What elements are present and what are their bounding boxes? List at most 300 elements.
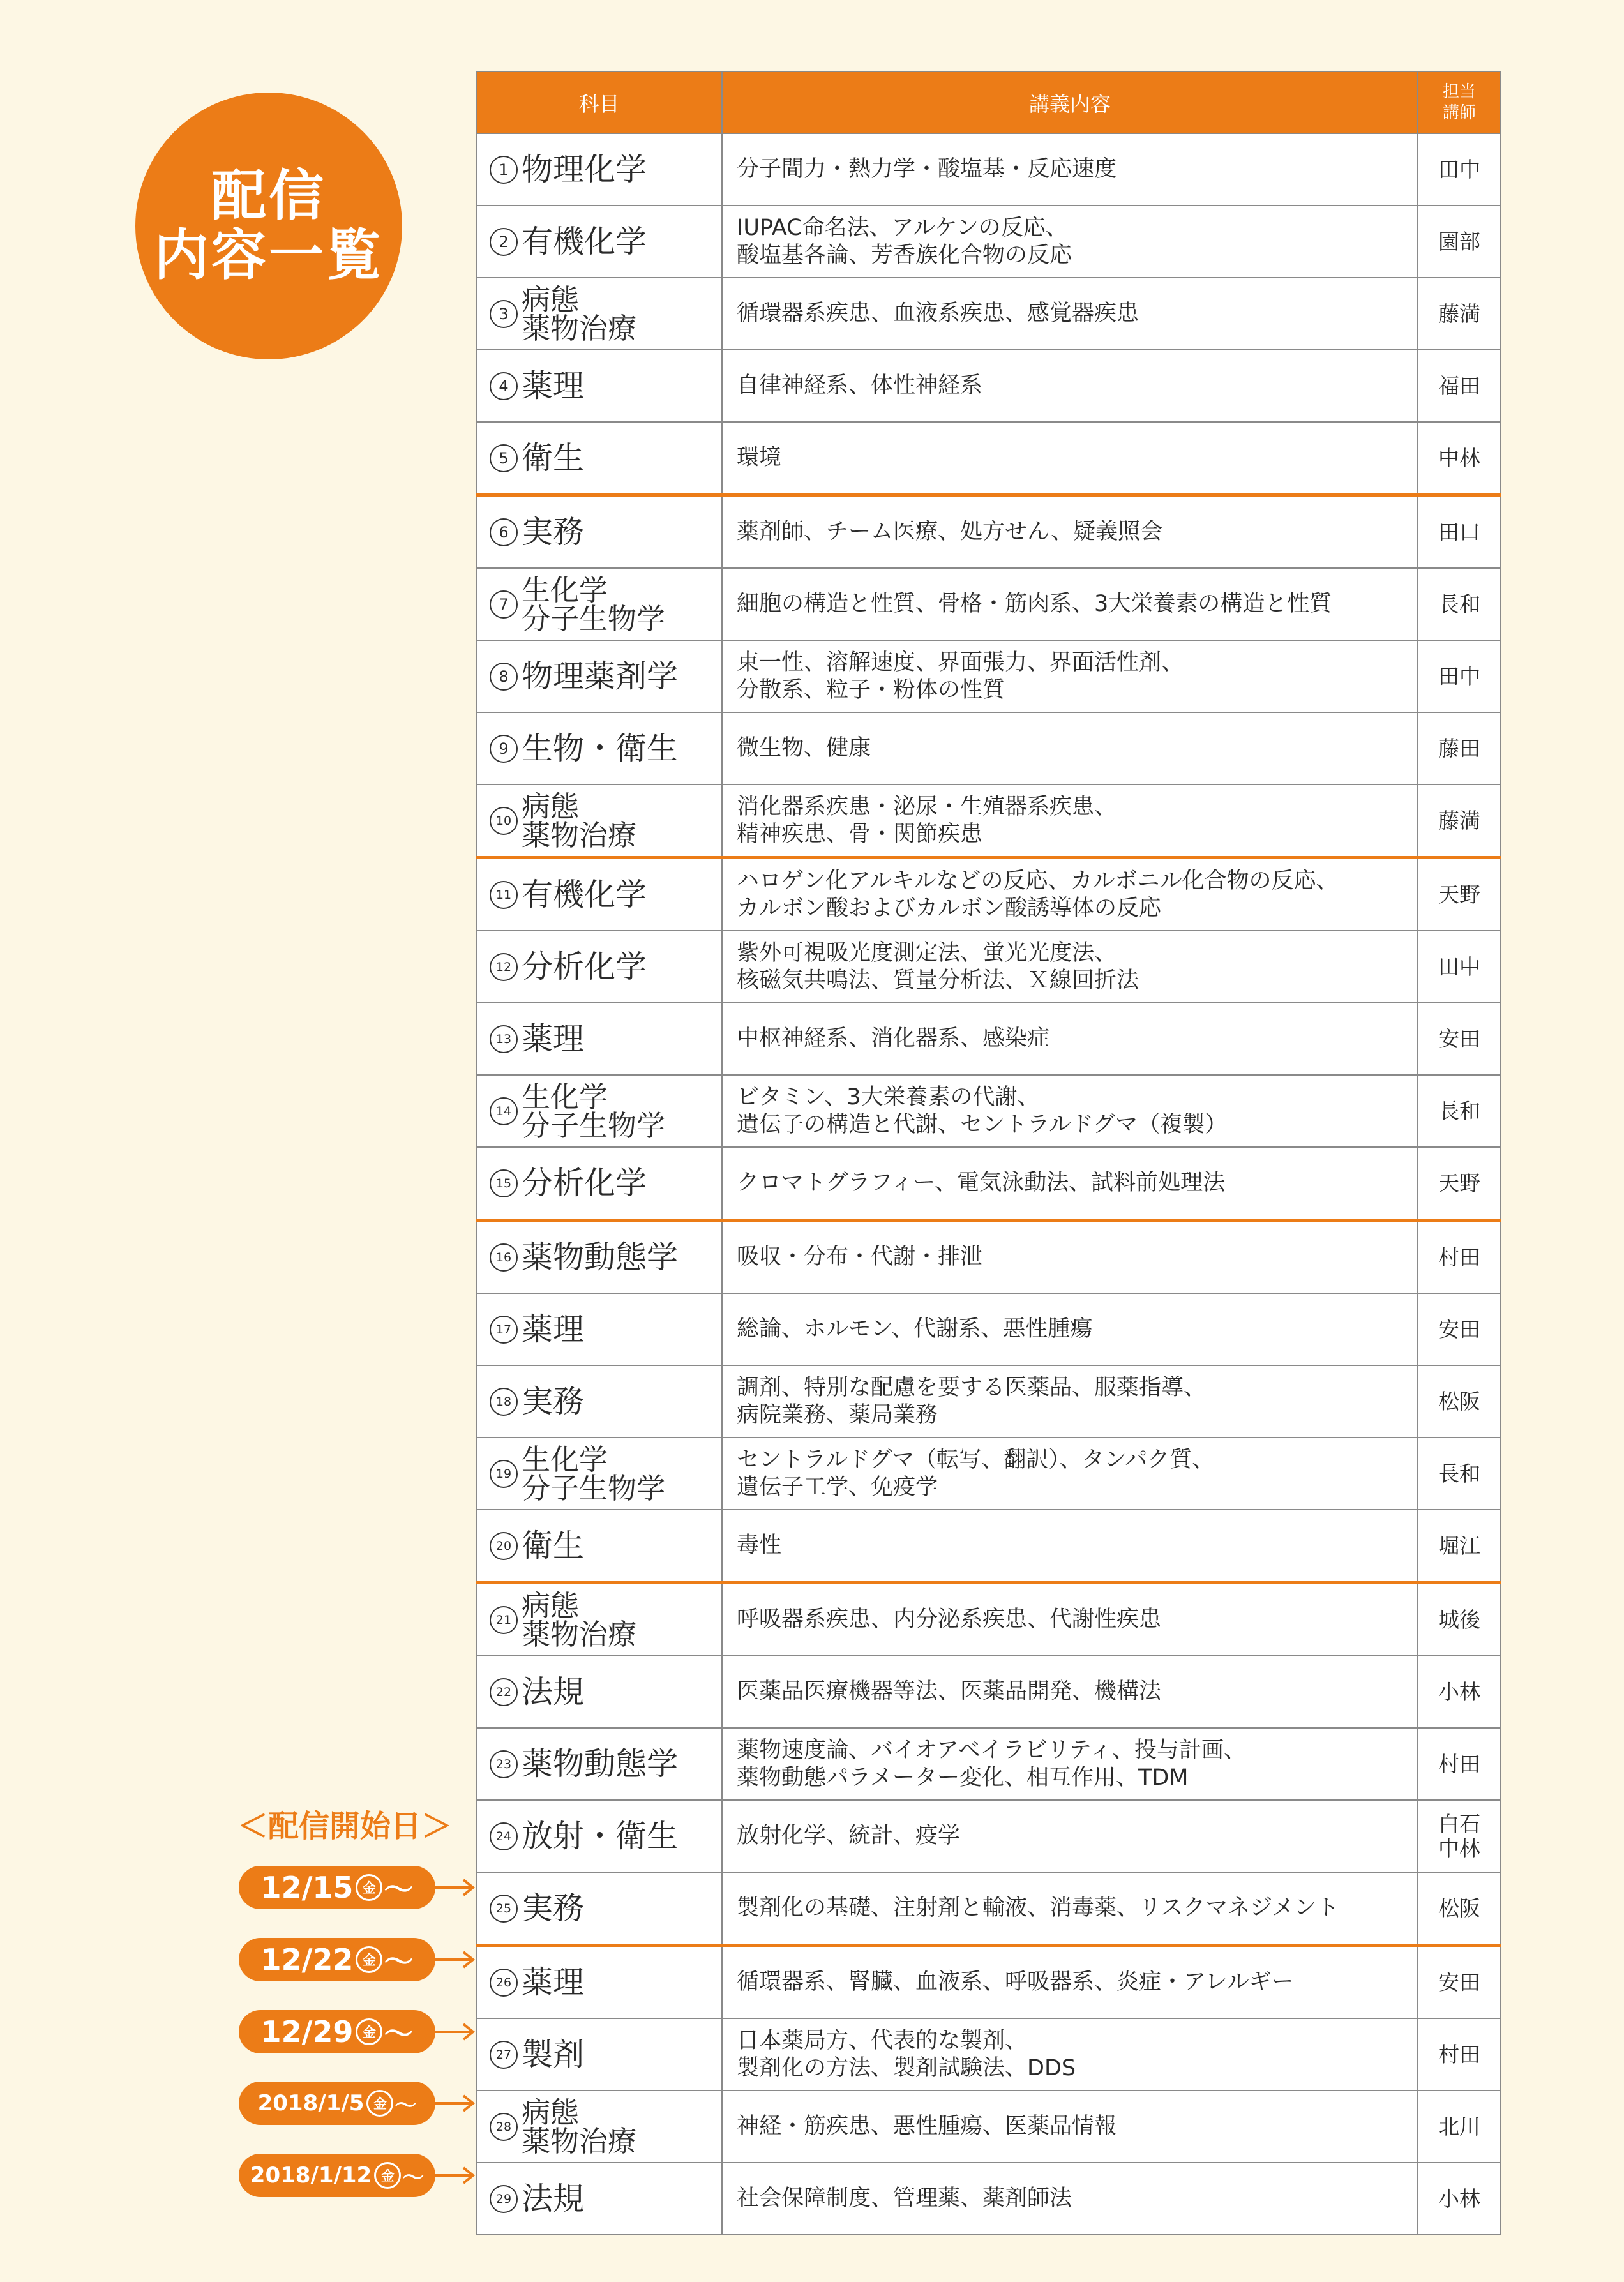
teacher-name: 中林	[1438, 445, 1480, 470]
course-table	[476, 71, 1501, 2235]
content-line: 医薬品医療機器等法、医薬品開発、機構法	[737, 1679, 1162, 1705]
subject-cell	[476, 495, 722, 569]
subject-line: 生物・衛生	[522, 730, 679, 767]
table-body	[476, 133, 1501, 2235]
teacher-name: 城後	[1438, 1607, 1480, 1632]
content-cell	[722, 133, 1418, 206]
start-date-label: ＜配信開始日＞	[237, 1808, 452, 1844]
table-row	[476, 2163, 1501, 2235]
subject-line: 薬理	[522, 1311, 585, 1347]
subject-line: 有機化学	[522, 876, 647, 913]
table-row	[476, 206, 1501, 278]
teacher-name: 小林	[1438, 1679, 1480, 1704]
header-subject: 科目	[476, 71, 722, 133]
teacher-cell	[1418, 1220, 1501, 1294]
teacher-name: 田口	[1438, 519, 1480, 544]
schedule-date-pill	[239, 2154, 435, 2197]
circled-number: 13	[490, 1025, 518, 1053]
subject-cell	[476, 133, 722, 206]
circled-number: 26	[490, 1969, 518, 1997]
table-row	[476, 2091, 1501, 2163]
schedule-date: 12/15	[260, 1870, 354, 1905]
subject-cell	[476, 1438, 722, 1510]
teacher-cell	[1418, 1075, 1501, 1147]
subject-cell	[476, 2163, 722, 2235]
subject-line: 分析化学	[522, 949, 647, 985]
subject-line: 薬理	[522, 368, 585, 404]
schedule-date: 2018/1/5	[257, 2091, 365, 2116]
content-line: 製剤化の基礎、注射剤と輸液、消毒薬、リスクマネジメント	[737, 1895, 1339, 1921]
teacher-cell	[1418, 278, 1501, 350]
content-cell	[722, 1946, 1418, 2019]
table-row	[476, 1438, 1501, 1510]
circled-number: 5	[490, 444, 518, 472]
circled-number: 20	[490, 1532, 518, 1560]
subject-cell	[476, 1656, 722, 1728]
subject-line: 薬物動態学	[522, 1746, 679, 1782]
subject-line: 放射・衛生	[522, 1818, 679, 1854]
subject-name	[522, 876, 647, 913]
schedule-date-pill	[239, 1938, 435, 1981]
teacher-cell	[1418, 712, 1501, 784]
teacher-cell	[1418, 931, 1501, 1003]
teacher-name: 天野	[1438, 1170, 1480, 1196]
subject-name	[522, 1820, 678, 1852]
circled-number: 11	[490, 881, 518, 909]
circled-number: 27	[490, 2041, 518, 2069]
content-line: 日本薬局方、代表的な製剤、	[737, 2027, 1028, 2053]
content-line: 神経・筋疾患、悪性腫瘍、医薬品情報	[737, 2113, 1117, 2140]
subject-name	[522, 1890, 585, 1926]
content-cell	[722, 1872, 1418, 1946]
subject-cell	[476, 1365, 722, 1438]
content-cell	[722, 495, 1418, 569]
content-line: 束一性、溶解速度、界面張力、界面活性剤、	[737, 649, 1184, 675]
teacher-cell	[1418, 858, 1501, 931]
content-line: ハロゲン化アルキルなどの反応、カルボニル化合物の反応、	[737, 867, 1339, 894]
arrow-right-icon	[435, 1878, 475, 1897]
subject-cell	[476, 1510, 722, 1583]
circled-number: 21	[490, 1606, 518, 1634]
teacher-cell	[1418, 2018, 1501, 2091]
table-row	[476, 1003, 1501, 1075]
subject-name	[522, 1964, 585, 2001]
teacher-cell	[1418, 1728, 1501, 1800]
circled-number: 25	[490, 1895, 518, 1923]
subject-line: 分子生物学	[522, 601, 666, 636]
table-row	[476, 1583, 1501, 1656]
content-cell	[722, 1003, 1418, 1075]
content-cell	[722, 712, 1418, 784]
schedule-date-pill	[239, 1866, 435, 1909]
teacher-cell	[1418, 1147, 1501, 1220]
circled-number: 2	[490, 228, 518, 256]
subject-line: 生化学	[522, 1079, 608, 1114]
content-cell	[722, 568, 1418, 640]
subject-name	[522, 516, 584, 548]
table-row	[476, 495, 1501, 569]
content-cell	[722, 1293, 1418, 1365]
subject-line: 薬物治療	[522, 311, 637, 345]
teacher-name: 安田	[1438, 1316, 1480, 1342]
weekday-circle: 金	[374, 2162, 401, 2189]
teacher-name: 松阪	[1438, 1895, 1480, 1921]
subject-cell	[476, 1872, 722, 1946]
content-line: クロマトグラフィー、電気泳動法、試料前処理法	[737, 1170, 1226, 1196]
subject-name	[522, 730, 679, 767]
subject-name	[522, 1383, 585, 1420]
arrow-right-icon	[435, 2094, 475, 2113]
table-row	[476, 1220, 1501, 1294]
circled-number: 3	[490, 300, 518, 328]
content-line: 薬物動態パラメーター変化、相互作用、TDM	[737, 1764, 1189, 1790]
circled-number: 7	[490, 590, 518, 619]
teacher-cell	[1418, 1946, 1501, 2019]
teacher-name: 村田	[1438, 1244, 1480, 1270]
table-row	[476, 1147, 1501, 1220]
table-row	[476, 1946, 1501, 2019]
subject-line: 薬理	[522, 1021, 585, 1057]
teacher-cell	[1418, 1003, 1501, 1075]
content-cell	[722, 278, 1418, 350]
circled-number: 17	[490, 1316, 518, 1344]
teacher-name: 堀江	[1438, 1533, 1480, 1558]
subject-line: 薬理	[522, 1964, 585, 2001]
title-line-1: 配信	[211, 164, 326, 229]
subject-cell	[476, 350, 722, 422]
content-cell	[722, 1438, 1418, 1510]
content-cell	[722, 1583, 1418, 1656]
teacher-cell	[1418, 206, 1501, 278]
table-row	[476, 133, 1501, 206]
schedule-date: 12/29	[260, 2015, 354, 2049]
teacher-name: 中林	[1438, 1835, 1480, 1861]
table-row	[476, 350, 1501, 422]
arrow-right-icon	[435, 2166, 475, 2185]
content-line: 分子間力・熱力学・酸塩基・反応速度	[737, 156, 1117, 183]
subject-line: 分析化学	[522, 1165, 647, 1201]
content-line: 毒性	[737, 1533, 782, 1559]
teacher-name: 北川	[1438, 2113, 1480, 2139]
teacher-cell	[1418, 1510, 1501, 1583]
table-row	[476, 1075, 1501, 1147]
content-line: 環境	[737, 445, 782, 471]
teacher-cell	[1418, 1438, 1501, 1510]
subject-name	[522, 2095, 637, 2158]
subject-cell	[476, 784, 722, 858]
teacher-cell	[1418, 2091, 1501, 2163]
circled-number: 12	[490, 953, 518, 981]
content-cell	[722, 2018, 1418, 2091]
subject-line: 薬物治療	[522, 818, 637, 852]
content-line: 薬剤師、チーム医療、処方せん、疑義照会	[737, 519, 1163, 545]
header-teacher-line-1: 担当	[1442, 82, 1476, 101]
circled-number: 22	[490, 1678, 518, 1706]
circled-number: 6	[490, 518, 518, 546]
subject-cell	[476, 1220, 722, 1294]
teacher-name: 村田	[1438, 1751, 1480, 1776]
schedule-date-pill	[239, 2082, 435, 2125]
subject-cell	[476, 931, 722, 1003]
table-row	[476, 784, 1501, 858]
teacher-name: 長和	[1438, 591, 1480, 617]
content-cell	[722, 931, 1418, 1003]
subject-name	[522, 1442, 666, 1505]
table-row	[476, 1510, 1501, 1583]
teacher-name: 藤満	[1438, 807, 1480, 833]
subject-name	[522, 789, 637, 852]
teacher-cell	[1418, 568, 1501, 640]
tilde: 〜	[395, 2092, 417, 2119]
teacher-name: 長和	[1438, 1098, 1480, 1123]
circled-number: 15	[490, 1169, 518, 1197]
table-row	[476, 278, 1501, 350]
teacher-name: 白石	[1438, 1811, 1480, 1836]
subject-cell	[476, 2018, 722, 2091]
subject-line: 病態	[522, 282, 580, 317]
schedule-date-pill	[239, 2010, 435, 2053]
subject-line: 有機化学	[522, 223, 647, 260]
content-line: 吸収・分布・代謝・排泄	[737, 1244, 983, 1270]
content-line: 薬物速度論、バイオアベイラビリティ、投与計画、	[737, 1737, 1247, 1763]
content-cell	[722, 1220, 1418, 1294]
subject-line: 法規	[522, 1674, 585, 1710]
weekday-circle: 金	[366, 2090, 393, 2117]
subject-name	[522, 1676, 584, 1708]
content-line: 微生物、健康	[737, 735, 871, 762]
content-cell	[722, 422, 1418, 495]
table-row	[476, 640, 1501, 712]
content-line: 社会保障制度、管理薬、薬剤師法	[737, 2186, 1072, 2212]
weekday-circle: 金	[356, 1946, 382, 1973]
content-cell	[722, 1075, 1418, 1147]
teacher-cell	[1418, 784, 1501, 858]
subject-name	[522, 949, 647, 985]
subject-cell	[476, 640, 722, 712]
header-teacher-line-2: 講師	[1442, 103, 1476, 123]
subject-name	[522, 1588, 637, 1651]
circled-number: 19	[490, 1460, 518, 1488]
subject-cell	[476, 1800, 722, 1872]
table-row	[476, 1365, 1501, 1438]
subject-line: 分子生物学	[522, 1471, 666, 1505]
weekday-circle: 金	[356, 2018, 382, 2045]
subject-cell	[476, 206, 722, 278]
subject-cell	[476, 1147, 722, 1220]
teacher-name: 村田	[1438, 2041, 1480, 2067]
circled-number: 28	[490, 2113, 518, 2141]
content-line: 放射化学、統計、疫学	[737, 1823, 961, 1849]
content-line: 中枢神経系、消化器系、感染症	[737, 1026, 1050, 1052]
tilde: 〜	[384, 2016, 414, 2051]
subject-line: 衛生	[522, 1528, 585, 1564]
content-line: 分散系、粒子・粉体の性質	[737, 677, 1005, 703]
title-badge	[135, 93, 402, 359]
subject-name	[522, 282, 637, 345]
content-cell	[722, 2163, 1418, 2235]
content-cell	[722, 1656, 1418, 1728]
table-row	[476, 858, 1501, 931]
subject-line: 法規	[522, 2181, 585, 2217]
circled-number: 16	[490, 1243, 518, 1272]
teacher-cell	[1418, 495, 1501, 569]
teacher-name: 小林	[1438, 2186, 1480, 2211]
circled-number: 18	[490, 1388, 518, 1416]
content-cell	[722, 1728, 1418, 1800]
subject-name	[522, 1748, 678, 1780]
content-line: 精神疾患、骨・関節疾患	[737, 821, 983, 847]
teacher-name: 天野	[1438, 882, 1480, 907]
circled-number: 24	[490, 1822, 518, 1850]
subject-name	[522, 2181, 585, 2217]
circled-number: 9	[490, 735, 518, 763]
content-cell	[722, 1510, 1418, 1583]
subject-name	[522, 1079, 666, 1143]
teacher-cell	[1418, 1293, 1501, 1365]
subject-cell	[476, 422, 722, 495]
teacher-cell	[1418, 133, 1501, 206]
content-cell	[722, 206, 1418, 278]
subject-name	[522, 1167, 647, 1199]
tilde: 〜	[402, 2165, 425, 2191]
arrow-right-icon	[435, 2022, 475, 2041]
table-row	[476, 1656, 1501, 1728]
table-row	[476, 1800, 1501, 1872]
content-line: 遺伝子の構造と代謝、セントラルドグマ（複製）	[737, 1111, 1228, 1137]
teacher-name: 田中	[1438, 663, 1480, 689]
circled-number: 29	[490, 2185, 518, 2213]
teacher-name: 田中	[1438, 954, 1480, 979]
subject-cell	[476, 1293, 722, 1365]
subject-line: 製剤	[522, 2036, 585, 2073]
content-line: 病院業務、薬局業務	[737, 1402, 938, 1428]
content-line: 核磁気共鳴法、質量分析法、Ｘ線回折法	[737, 967, 1139, 993]
content-line: 酸塩基各論、芳香族化合物の反応	[737, 242, 1072, 268]
circled-number: 1	[490, 156, 518, 184]
table-row	[476, 1293, 1501, 1365]
content-line: 製剤化の方法、製剤試験法、DDS	[737, 2055, 1076, 2081]
subject-cell	[476, 568, 722, 640]
teacher-cell	[1418, 1365, 1501, 1438]
subject-line: 病態	[522, 2095, 580, 2129]
subject-cell	[476, 1003, 722, 1075]
teacher-cell	[1418, 640, 1501, 712]
content-line: 消化器系疾患・泌尿・生殖器系疾患、	[737, 793, 1117, 820]
title-line-2: 内容一覧	[154, 223, 384, 287]
subject-line: 病態	[522, 789, 580, 823]
table-row	[476, 2018, 1501, 2091]
teacher-cell	[1418, 1800, 1501, 1872]
subject-cell	[476, 1946, 722, 2019]
subject-line: 実務	[522, 1890, 585, 1926]
content-line: 遺伝子工学、免疫学	[737, 1474, 938, 1500]
subject-cell	[476, 712, 722, 784]
content-cell	[722, 1365, 1418, 1438]
teacher-cell	[1418, 350, 1501, 422]
subject-name	[522, 151, 647, 188]
teacher-cell	[1418, 1583, 1501, 1656]
subject-line: 生化学	[522, 1442, 608, 1476]
circled-number: 8	[490, 663, 518, 691]
table-row	[476, 568, 1501, 640]
circled-number: 4	[490, 372, 518, 400]
subject-line: 衛生	[522, 440, 585, 476]
subject-line: 物理薬剤学	[522, 658, 679, 694]
table-header	[476, 71, 1501, 133]
content-line: 循環器系疾患、血液系疾患、感覚器疾患	[737, 301, 1139, 327]
subject-line: 実務	[522, 514, 585, 550]
content-line: 調剤、特別な配慮を要する医薬品、服薬指導、	[737, 1374, 1207, 1400]
subject-cell	[476, 1075, 722, 1147]
header-content: 講義内容	[722, 71, 1418, 133]
subject-name	[522, 1023, 584, 1055]
subject-name	[522, 1528, 585, 1564]
subject-name	[522, 1311, 585, 1347]
content-line: 呼吸器系疾患、内分泌系疾患、代謝性疾患	[737, 1607, 1162, 1633]
subject-name	[522, 442, 584, 474]
content-cell	[722, 784, 1418, 858]
subject-name	[522, 573, 666, 636]
subject-line: 薬物治療	[522, 1617, 637, 1651]
teacher-name: 安田	[1438, 1026, 1480, 1051]
circled-number: 14	[490, 1097, 518, 1125]
table-row	[476, 422, 1501, 495]
content-line: IUPAC命名法、アルケンの反応、	[737, 214, 1068, 241]
content-cell	[722, 858, 1418, 931]
teacher-name: 福田	[1438, 373, 1480, 398]
circled-number: 10	[490, 807, 518, 835]
tilde: 〜	[384, 1872, 414, 1907]
teacher-name: 松阪	[1438, 1388, 1480, 1414]
content-line: ビタミン、3大栄養素の代謝、	[737, 1084, 1040, 1110]
content-cell	[722, 1147, 1418, 1220]
teacher-name: 田中	[1438, 156, 1480, 182]
schedule-date: 12/22	[260, 1942, 354, 1977]
teacher-cell	[1418, 1872, 1501, 1946]
subject-cell	[476, 2091, 722, 2163]
content-cell	[722, 350, 1418, 422]
teacher-cell	[1418, 422, 1501, 495]
subject-line: 薬物治療	[522, 2124, 637, 2158]
teacher-name: 藤満	[1438, 301, 1480, 326]
content-line: セントラルドグマ（転写、翻訳）、タンパク質、	[737, 1446, 1215, 1473]
content-line: 紫外可視吸光度測定法、蛍光光度法、	[737, 940, 1117, 966]
subject-line: 薬物動態学	[522, 1239, 679, 1275]
content-line: 自律神経系、体性神経系	[737, 373, 983, 399]
subject-name	[522, 223, 647, 260]
subject-cell	[476, 1728, 722, 1800]
subject-line: 病態	[522, 1588, 580, 1623]
subject-line: 実務	[522, 1383, 585, 1420]
content-line: 循環器系、腎臓、血液系、呼吸器系、炎症・アレルギー	[737, 1969, 1294, 1995]
teacher-name: 園部	[1438, 229, 1480, 254]
content-cell	[722, 640, 1418, 712]
tilde: 〜	[384, 1944, 414, 1979]
teacher-name: 安田	[1438, 1969, 1480, 1995]
subject-cell	[476, 1583, 722, 1656]
teacher-name: 藤田	[1438, 735, 1480, 761]
teacher-cell	[1418, 1656, 1501, 1728]
teacher-cell	[1418, 2163, 1501, 2235]
subject-line: 生化学	[522, 573, 608, 607]
table-row	[476, 1728, 1501, 1800]
table-row	[476, 931, 1501, 1003]
subject-cell	[476, 858, 722, 931]
weekday-circle: 金	[356, 1874, 382, 1901]
teacher-name: 長和	[1438, 1460, 1480, 1486]
subject-name	[522, 658, 679, 694]
subject-name	[522, 370, 584, 402]
